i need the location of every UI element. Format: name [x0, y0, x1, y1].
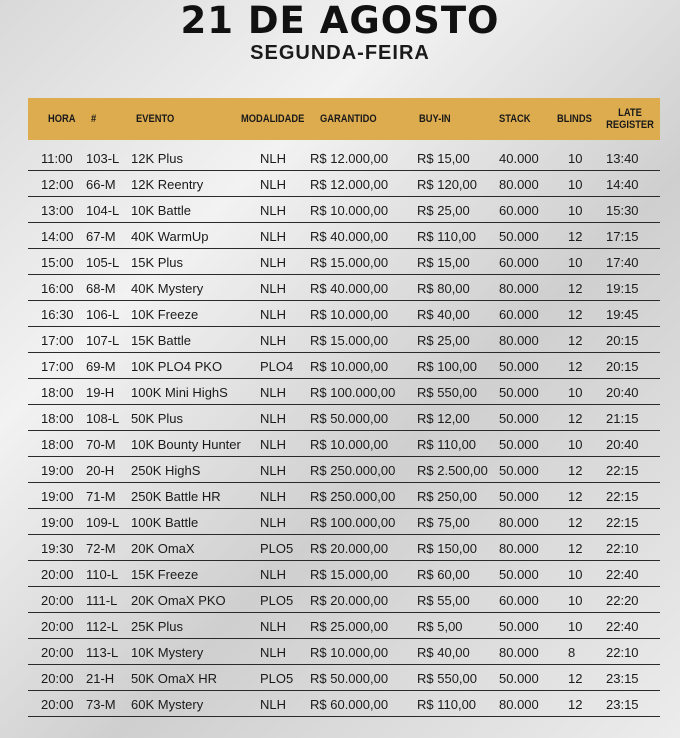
cell-buyin: R$ 55,00: [417, 593, 470, 608]
cell-blinds: 8: [568, 645, 576, 660]
cell-modalidade: NLH: [260, 567, 287, 582]
table-row: [28, 405, 660, 431]
cell-evento: 10K Freeze: [131, 307, 199, 322]
cell-evento: 250K HighS: [131, 463, 201, 478]
cell-stack: 60.000: [499, 307, 539, 322]
table-row: [28, 665, 660, 691]
cell-buyin: R$ 2.500,00: [417, 463, 488, 478]
table-row: [28, 249, 660, 275]
cell-evento: 250K Battle HR: [131, 489, 221, 504]
cell-num: 20-H: [86, 463, 115, 478]
cell-stack: 50.000: [499, 359, 539, 374]
table-row: [28, 145, 660, 171]
cell-num: 69-M: [86, 359, 116, 374]
cell-stack: 80.000: [499, 515, 539, 530]
cell-hora: 14:00: [41, 229, 74, 244]
cell-garantido: R$ 250.000,00: [310, 489, 396, 504]
cell-modalidade: NLH: [260, 463, 287, 478]
page-subtitle: SEGUNDA-FEIRA: [250, 42, 430, 64]
cell-blinds: 10: [568, 385, 583, 400]
cell-garantido: R$ 40.000,00: [310, 281, 389, 296]
cell-modalidade: NLH: [260, 437, 287, 452]
cell-num: 109-L: [86, 515, 120, 530]
cell-late: 22:40: [606, 567, 639, 582]
cell-hora: 16:00: [41, 281, 74, 296]
cell-num: 66-M: [86, 177, 116, 192]
cell-stack: 80.000: [499, 333, 539, 348]
cell-buyin: R$ 12,00: [417, 411, 470, 426]
cell-stack: 60.000: [499, 593, 539, 608]
cell-modalidade: NLH: [260, 697, 287, 712]
cell-num: 103-L: [86, 151, 120, 166]
cell-blinds: 12: [568, 229, 583, 244]
schedule-table: [28, 145, 660, 717]
cell-late: 23:15: [606, 697, 639, 712]
cell-hora: 19:00: [41, 463, 74, 478]
cell-evento: 15K Battle: [131, 333, 191, 348]
header-late: LATE: [618, 107, 642, 119]
cell-late: 22:15: [606, 515, 639, 530]
cell-buyin: R$ 15,00: [417, 151, 470, 166]
cell-num: 70-M: [86, 437, 116, 452]
cell-num: 111-L: [86, 593, 118, 608]
cell-buyin: R$ 100,00: [417, 359, 477, 374]
cell-evento: 60K Mystery: [131, 697, 204, 712]
cell-hora: 17:00: [41, 359, 74, 374]
cell-buyin: R$ 80,00: [417, 281, 470, 296]
cell-garantido: R$ 50.000,00: [310, 671, 389, 686]
cell-stack: 50.000: [499, 463, 539, 478]
cell-buyin: R$ 25,00: [417, 203, 470, 218]
cell-blinds: 10: [568, 593, 583, 608]
cell-blinds: 12: [568, 671, 583, 686]
cell-hora: 16:30: [41, 307, 74, 322]
cell-buyin: R$ 550,00: [417, 671, 477, 686]
cell-buyin: R$ 5,00: [417, 619, 463, 634]
cell-modalidade: NLH: [260, 333, 287, 348]
cell-hora: 19:30: [41, 541, 74, 556]
table-row: [28, 561, 660, 587]
cell-buyin: R$ 15,00: [417, 255, 470, 270]
cell-num: 110-L: [86, 567, 119, 582]
cell-evento: 20K OmaX: [131, 541, 195, 556]
cell-blinds: 10: [568, 203, 583, 218]
cell-blinds: 12: [568, 359, 583, 374]
cell-evento: 12K Plus: [131, 151, 184, 166]
cell-hora: 13:00: [41, 203, 74, 218]
cell-stack: 50.000: [499, 385, 539, 400]
cell-modalidade: NLH: [260, 255, 287, 270]
cell-modalidade: PLO5: [260, 671, 294, 686]
cell-hora: 19:00: [41, 489, 74, 504]
cell-num: 113-L: [86, 645, 119, 660]
cell-late: 22:20: [606, 593, 639, 608]
cell-stack: 50.000: [499, 229, 539, 244]
cell-blinds: 12: [568, 307, 583, 322]
cell-stack: 50.000: [499, 489, 539, 504]
header-modalidade: MODALIDADE: [241, 113, 305, 125]
table-row: [28, 613, 660, 639]
cell-late: 22:10: [606, 645, 639, 660]
header-blinds: BLINDS: [557, 113, 592, 125]
cell-evento: 40K WarmUp: [131, 229, 209, 244]
cell-evento: 20K OmaX PKO: [131, 593, 226, 608]
cell-blinds: 12: [568, 333, 583, 348]
cell-garantido: R$ 15.000,00: [310, 567, 389, 582]
cell-late: 20:40: [606, 385, 639, 400]
page-title: 21 DE AGOSTO: [180, 0, 500, 42]
table-row: [28, 379, 660, 405]
cell-garantido: R$ 10.000,00: [310, 307, 389, 322]
table-row: [28, 691, 660, 717]
cell-stack: 80.000: [499, 177, 539, 192]
cell-garantido: R$ 15.000,00: [310, 333, 389, 348]
cell-garantido: R$ 25.000,00: [310, 619, 389, 634]
cell-stack: 50.000: [499, 619, 539, 634]
cell-garantido: R$ 10.000,00: [310, 359, 389, 374]
cell-hora: 18:00: [41, 385, 74, 400]
cell-late: 22:40: [606, 619, 639, 634]
header-late-register: [608, 98, 652, 140]
cell-num: 68-M: [86, 281, 116, 296]
cell-evento: 50K Plus: [131, 411, 184, 426]
cell-num: 21-H: [86, 671, 115, 686]
cell-buyin: R$ 150,00: [417, 541, 477, 556]
cell-buyin: R$ 120,00: [417, 177, 477, 192]
cell-garantido: R$ 10.000,00: [310, 645, 389, 660]
cell-garantido: R$ 12.000,00: [310, 177, 389, 192]
cell-modalidade: PLO5: [260, 593, 294, 608]
cell-hora: 20:00: [41, 697, 74, 712]
cell-num: 73-M: [86, 697, 116, 712]
cell-garantido: R$ 100.000,00: [310, 515, 396, 530]
cell-garantido: R$ 100.000,00: [310, 385, 396, 400]
cell-num: 67-M: [86, 229, 116, 244]
cell-modalidade: PLO5: [260, 541, 294, 556]
cell-buyin: R$ 110,00: [417, 437, 477, 452]
table-row: [28, 197, 660, 223]
cell-garantido: R$ 60.000,00: [310, 697, 389, 712]
cell-late: 14:40: [606, 177, 639, 192]
cell-garantido: R$ 20.000,00: [310, 593, 389, 608]
cell-evento: 10K PLO4 PKO: [131, 359, 223, 374]
cell-hora: 19:00: [41, 515, 74, 530]
cell-modalidade: NLH: [260, 307, 287, 322]
cell-num: 108-L: [86, 411, 120, 426]
cell-evento: 15K Freeze: [131, 567, 199, 582]
cell-garantido: R$ 10.000,00: [310, 203, 389, 218]
table-row: [28, 275, 660, 301]
cell-late: 13:40: [606, 151, 639, 166]
header-stack: STACK: [499, 113, 531, 125]
table-row: [28, 509, 660, 535]
cell-modalidade: NLH: [260, 411, 287, 426]
cell-hora: 20:00: [41, 619, 74, 634]
cell-buyin: R$ 250,00: [417, 489, 477, 504]
header-buyin: BUY-IN: [419, 113, 451, 125]
table-row: [28, 301, 660, 327]
cell-stack: 60.000: [499, 203, 539, 218]
cell-modalidade: NLH: [260, 281, 287, 296]
cell-late: 20:40: [606, 437, 639, 452]
cell-buyin: R$ 60,00: [417, 567, 470, 582]
cell-evento: 100K Mini HighS: [131, 385, 228, 400]
cell-evento: 12K Reentry: [131, 177, 204, 192]
cell-garantido: R$ 40.000,00: [310, 229, 389, 244]
cell-stack: 80.000: [499, 281, 539, 296]
cell-stack: 80.000: [499, 697, 539, 712]
cell-modalidade: NLH: [260, 645, 287, 660]
cell-evento: 10K Bounty Hunter: [131, 437, 241, 452]
cell-blinds: 12: [568, 489, 583, 504]
cell-blinds: 12: [568, 411, 583, 426]
cell-garantido: R$ 250.000,00: [310, 463, 396, 478]
cell-num: 107-L: [86, 333, 120, 348]
cell-garantido: R$ 10.000,00: [310, 437, 389, 452]
cell-late: 20:15: [606, 333, 639, 348]
cell-hora: 17:00: [41, 333, 74, 348]
cell-garantido: R$ 12.000,00: [310, 151, 389, 166]
cell-late: 22:10: [606, 541, 639, 556]
cell-modalidade: NLH: [260, 489, 287, 504]
cell-evento: 25K Plus: [131, 619, 184, 634]
cell-buyin: R$ 40,00: [417, 645, 470, 660]
cell-blinds: 10: [568, 151, 583, 166]
cell-modalidade: PLO4: [260, 359, 294, 374]
cell-late: 22:15: [606, 463, 639, 478]
cell-hora: 20:00: [41, 645, 74, 660]
cell-modalidade: NLH: [260, 385, 287, 400]
cell-num: 112-L: [86, 619, 119, 634]
cell-buyin: R$ 75,00: [417, 515, 470, 530]
cell-evento: 15K Plus: [131, 255, 184, 270]
table-row: [28, 353, 660, 379]
cell-buyin: R$ 40,00: [417, 307, 470, 322]
table-row: [28, 171, 660, 197]
header-num: #: [91, 113, 97, 125]
cell-evento: 50K OmaX HR: [131, 671, 217, 686]
cell-num: 19-H: [86, 385, 115, 400]
table-row: [28, 535, 660, 561]
cell-num: 104-L: [86, 203, 120, 218]
cell-late: 17:15: [606, 229, 639, 244]
cell-blinds: 12: [568, 463, 583, 478]
header-register: REGISTER: [606, 119, 654, 131]
table-row: [28, 483, 660, 509]
cell-hora: 15:00: [41, 255, 74, 270]
cell-hora: 20:00: [41, 567, 74, 582]
cell-late: 20:15: [606, 359, 639, 374]
header-garantido: GARANTIDO: [320, 113, 377, 125]
cell-stack: 50.000: [499, 437, 539, 452]
cell-blinds: 10: [568, 255, 583, 270]
cell-stack: 60.000: [499, 255, 539, 270]
cell-blinds: 10: [568, 437, 583, 452]
cell-stack: 50.000: [499, 671, 539, 686]
cell-late: 23:15: [606, 671, 639, 686]
cell-blinds: 12: [568, 515, 583, 530]
cell-hora: 18:00: [41, 411, 74, 426]
cell-late: 21:15: [606, 411, 639, 426]
table-row: [28, 223, 660, 249]
cell-blinds: 10: [568, 567, 583, 582]
table-row: [28, 639, 660, 665]
header-evento: EVENTO: [136, 113, 175, 125]
header-hora: HORA: [48, 113, 76, 125]
cell-blinds: 12: [568, 697, 583, 712]
cell-late: 15:30: [606, 203, 639, 218]
cell-evento: 100K Battle: [131, 515, 199, 530]
table-row: [28, 457, 660, 483]
cell-late: 22:15: [606, 489, 639, 504]
cell-num: 71-M: [86, 489, 116, 504]
cell-modalidade: NLH: [260, 203, 287, 218]
cell-hora: 11:00: [41, 151, 73, 166]
cell-stack: 50.000: [499, 411, 539, 426]
cell-hora: 20:00: [41, 593, 74, 608]
cell-modalidade: NLH: [260, 151, 287, 166]
cell-hora: 12:00: [41, 177, 74, 192]
cell-blinds: 12: [568, 541, 583, 556]
cell-evento: 40K Mystery: [131, 281, 204, 296]
cell-stack: 50.000: [499, 567, 539, 582]
cell-modalidade: NLH: [260, 229, 287, 244]
cell-modalidade: NLH: [260, 177, 287, 192]
cell-modalidade: NLH: [260, 515, 287, 530]
cell-buyin: R$ 25,00: [417, 333, 470, 348]
cell-blinds: 10: [568, 619, 583, 634]
table-row: [28, 327, 660, 353]
cell-num: 105-L: [86, 255, 120, 270]
cell-blinds: 12: [568, 281, 583, 296]
cell-stack: 40.000: [499, 151, 539, 166]
cell-late: 19:45: [606, 307, 639, 322]
cell-blinds: 10: [568, 177, 583, 192]
cell-buyin: R$ 110,00: [417, 229, 477, 244]
table-row: [28, 431, 660, 457]
cell-late: 19:15: [606, 281, 639, 296]
table-row: [28, 587, 660, 613]
cell-stack: 80.000: [499, 645, 539, 660]
cell-buyin: R$ 550,00: [417, 385, 477, 400]
cell-num: 106-L: [86, 307, 120, 322]
cell-garantido: R$ 15.000,00: [310, 255, 389, 270]
cell-modalidade: NLH: [260, 619, 287, 634]
cell-hora: 18:00: [41, 437, 74, 452]
cell-late: 17:40: [606, 255, 639, 270]
cell-stack: 80.000: [499, 541, 539, 556]
cell-evento: 10K Battle: [131, 203, 191, 218]
table-header: [28, 98, 660, 140]
cell-hora: 20:00: [41, 671, 74, 686]
cell-buyin: R$ 110,00: [417, 697, 477, 712]
cell-evento: 10K Mystery: [131, 645, 204, 660]
cell-garantido: R$ 20.000,00: [310, 541, 389, 556]
cell-num: 72-M: [86, 541, 116, 556]
cell-garantido: R$ 50.000,00: [310, 411, 389, 426]
